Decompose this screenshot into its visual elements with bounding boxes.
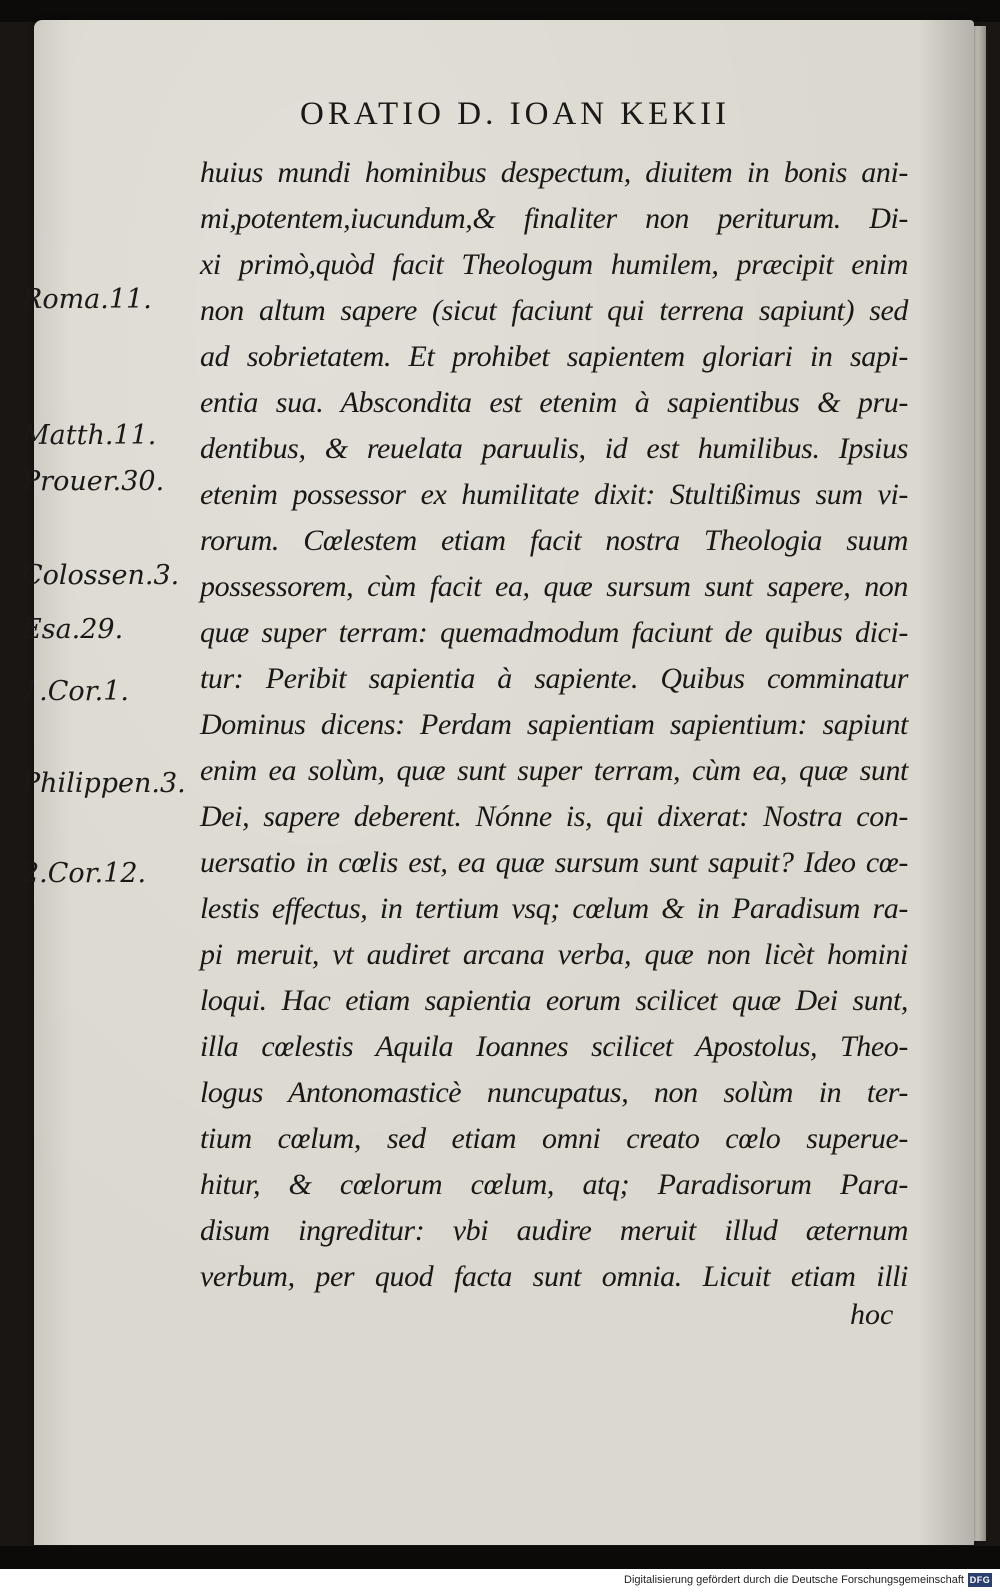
text-line: lestis effectus, in tertium vsq; cœlum & in Paradisum ra- [200, 892, 908, 925]
text-line: xi primò,quòd facit Theologum humilem, præcipit enim [200, 248, 908, 281]
text-line: dentibus, & reuelata paruulis, id est humilibus. Ipsius [200, 432, 908, 465]
text-line: disum ingreditur: vbi audire meruit illud æternum [200, 1214, 908, 1247]
text-line: loqui. Hac etiam sapientia eorum scilicet quæ Dei sunt, [200, 984, 908, 1017]
margin-note: Esa.29. [22, 614, 124, 645]
text-line: tium cœlum, sed etiam omni creato cœlo superue- [200, 1122, 908, 1155]
margin-note: Matth.11. [22, 420, 157, 451]
margin-note: 2.Cor.12. [22, 858, 147, 889]
margin-note: 1.Cor.1. [22, 676, 129, 707]
text-line: verbum, per quod facta sunt omnia. Licuit etiam illi [200, 1260, 908, 1293]
text-line: huius mundi hominibus despectum, diuitem in bonis ani- [200, 156, 908, 189]
text-line: uersatio in cœlis est, ea quæ sursum sunt sapuit? Ideo cœ- [200, 846, 908, 879]
scan-top-border [0, 0, 1000, 22]
text-line: etenim possessor ex humilitate dixit: Stultißimus sum vi- [200, 478, 908, 511]
text-line: enim ea solùm, quæ sunt super terram, cùm ea, quæ sunt [200, 754, 908, 787]
text-line: tur: Peribit sapientia à sapiente. Quibus comminatur [200, 662, 908, 695]
dfg-logo-icon: DFG [969, 1575, 991, 1585]
scan-bottom-border [0, 1546, 1000, 1569]
text-line: non altum sapere (sicut faciunt qui terrena sapiunt) sed [200, 294, 908, 327]
margin-note: Roma.11. [22, 284, 152, 315]
text-line: illa cœlestis Aquila Ioannes scilicet Apostolus, Theo- [200, 1030, 908, 1063]
margin-note: Prouer.30. [22, 466, 165, 497]
catchword: hoc [850, 1298, 894, 1331]
text-line: possessorem, cùm facit ea, quæ sursum sunt sapere, non [200, 570, 908, 603]
margin-note: Colossen.3. [22, 560, 180, 591]
text-line: Dominus dicens: Perdam sapientiam sapientium: sapiunt [200, 708, 908, 741]
text-line: hitur, & cœlorum cœlum, atq; Paradisorum Para- [200, 1168, 908, 1201]
text-line: entia sua. Abscondita est etenim à sapientibus & pru- [200, 386, 908, 419]
text-line: mi,potentem,iucundum,& finaliter non periturum. Di- [200, 202, 908, 235]
footer-credit: Digitalisierung gefördert durch die Deutsche Forschungsgemeinschaft [624, 1574, 964, 1586]
text-line: pi meruit, vt audiret arcana verba, quæ non licèt homini [200, 938, 908, 971]
text-line: logus Antonomasticè nuncupatus, non solùm in ter- [200, 1076, 908, 1109]
text-line: ad sobrietatem. Et prohibet sapientem gloriari in sapi- [200, 340, 908, 373]
text-line: Dei, sapere deberent. Nónne is, qui dixerat: Nostra con- [200, 800, 908, 833]
margin-note: Philippen.3. [22, 768, 186, 799]
running-head: ORATIO D. IOAN KEKII [300, 96, 731, 132]
text-line: rorum. Cœlestem etiam facit nostra Theologia suum [200, 524, 908, 557]
text-line: quæ super terram: quemadmodum faciunt de quibus dici- [200, 616, 908, 649]
